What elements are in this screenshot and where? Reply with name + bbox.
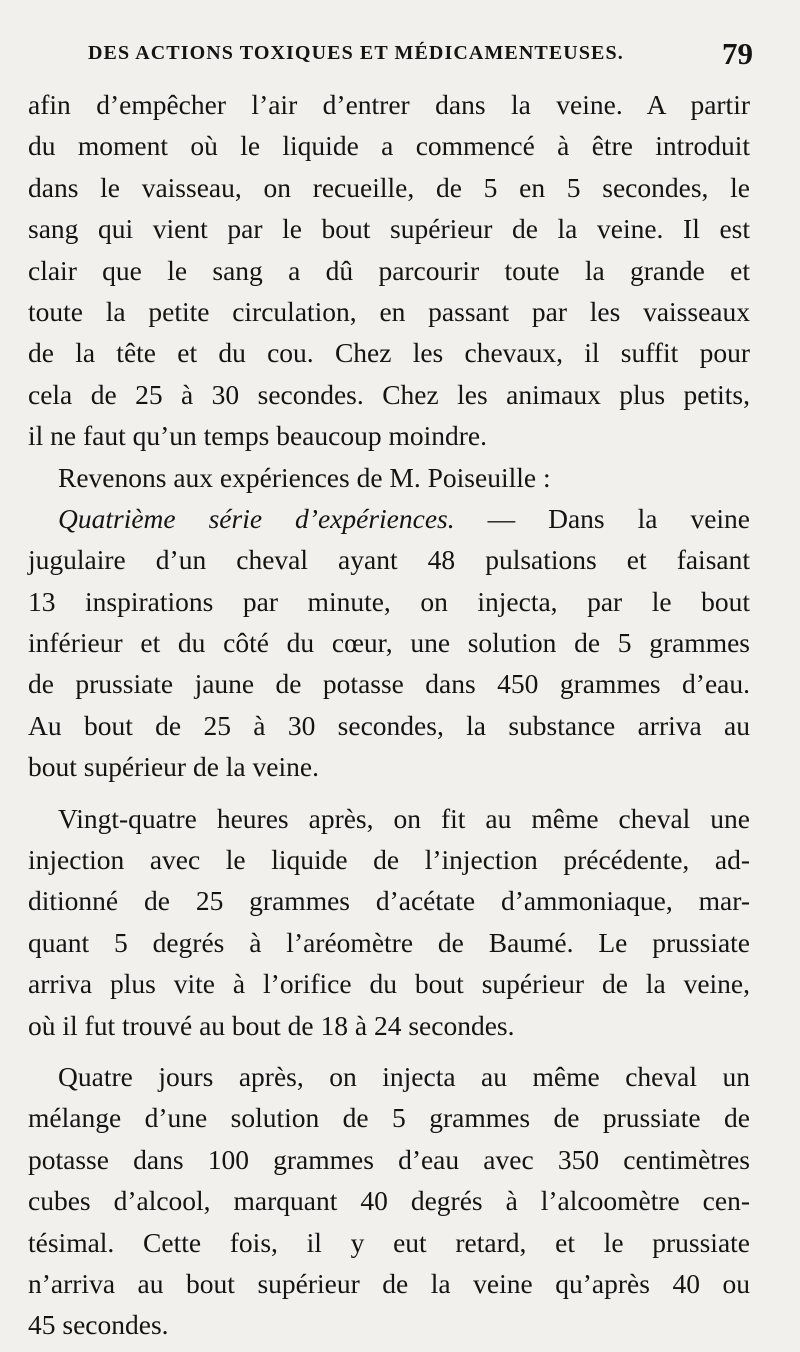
text-line: Au bout de 25 à 30 secondes, la substance arriva au <box>28 709 750 741</box>
text-line: Quatre jours après, on injecta au même cheval un <box>58 1060 750 1092</box>
paragraph-gap <box>28 788 750 798</box>
page-number: 79 <box>722 36 753 71</box>
text-line: Revenons aux expériences de M. Poiseuille : <box>58 461 551 493</box>
text-line: inférieur et du côté du cœur, une solution de 5 grammes <box>28 627 750 659</box>
text-line: tésimal. Cette fois, il y eut retard, et le prussiate <box>28 1226 750 1258</box>
text-line: bout supérieur de la veine. <box>28 751 319 783</box>
text-line: dans le vaisseau, on recueille, de 5 en 5 secondes, le <box>28 171 750 203</box>
text-line: afin d’empêcher l’air d’entrer dans la veine. A partir <box>28 89 750 120</box>
text-line: ditionné de 25 grammes d’acétate d’ammoniaque, mar- <box>28 885 750 917</box>
text-line: 45 secondes. <box>28 1309 169 1341</box>
text-line: arriva plus vite à l’orifice du bout supérieur de la veine, <box>28 968 750 1000</box>
text-line: Vingt-quatre heures après, on fit au même cheval une <box>58 802 750 834</box>
paragraph-gap <box>28 1046 750 1056</box>
text-line: n’arriva au bout supérieur de la veine qu’après 40 ou <box>28 1267 750 1299</box>
section-heading: Quatrième série d’expériences. <box>58 502 455 534</box>
text-line: clair que le sang a dû parcourir toute la grande et <box>28 254 750 286</box>
text-line: cela de 25 à 30 secondes. Chez les animaux plus petits, <box>28 378 750 410</box>
running-head: DES ACTIONS TOXIQUES ET MÉDICAMENTEUSES. <box>88 42 624 64</box>
text-line <box>28 498 750 539</box>
text-line: où il fut trouvé au bout de 18 à 24 secondes. <box>28 1009 515 1041</box>
text-line: potasse dans 100 grammes d’eau avec 350 centimètres <box>28 1143 750 1175</box>
text-line: mélange d’une solution de 5 grammes de prussiate de <box>28 1102 750 1134</box>
text-line: il ne faut qu’un temps beaucoup moindre. <box>28 420 487 452</box>
text-line: 13 inspirations par minute, on injecta, par le bout <box>28 585 750 617</box>
text-line: du moment où le liquide a commencé à être introduit <box>28 130 750 162</box>
text-line: de la tête et du cou. Chez les chevaux, il suffit pour <box>28 337 750 369</box>
body-text <box>28 84 750 1346</box>
text-line: toute la petite circulation, en passant par les vaisseaux <box>28 295 750 327</box>
page-header <box>88 36 753 80</box>
text-fragment: — Dans la veine <box>487 502 751 534</box>
text-line: sang qui vient par le bout supérieur de la veine. Il est <box>28 213 750 245</box>
text-line: quant 5 degrés à l’aréomètre de Baumé. Le prussiate <box>28 926 750 958</box>
text-line: de prussiate jaune de potasse dans 450 grammes d’eau. <box>28 668 750 700</box>
text-line: cubes d’alcool, marquant 40 degrés à l’alcoomètre cen- <box>28 1185 750 1217</box>
text-line: jugulaire d’un cheval ayant 48 pulsations et faisant <box>28 544 750 576</box>
text-line: injection avec le liquide de l’injection précédente, ad- <box>28 844 750 876</box>
